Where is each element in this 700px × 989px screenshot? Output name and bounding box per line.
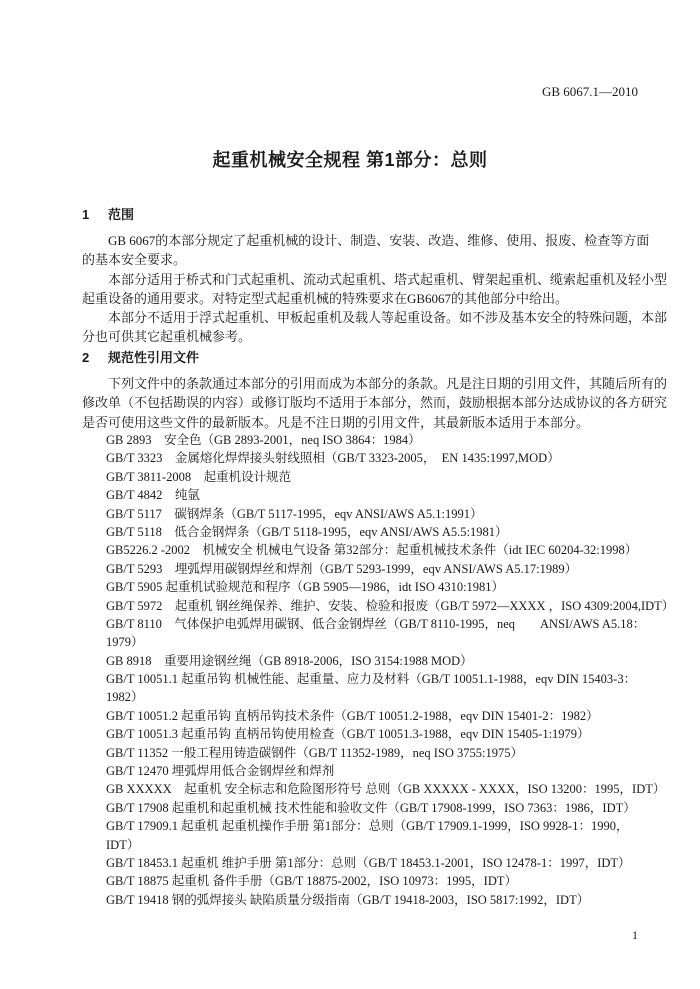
page-number: 1 <box>632 928 638 942</box>
standard-code: GB 6067.1—2010 <box>541 84 638 99</box>
reference-item: GB/T 17909.1 起重机 起重机操作手册 第1部分：总则（GB/T 17909.1-1999，ISO 9928-1：1990， <box>106 819 629 834</box>
reference-item: GB 8918 重要用途钢丝绳（GB 8918-2006，ISO 3154:1988 MOD） <box>106 653 473 668</box>
reference-item: GB/T 10051.1 起重吊钩 机械性能、起重量、应力及材料（GB/T 10051.1-1988，eqv DIN 15403-3： <box>106 672 637 687</box>
reference-item: GB/T 5293 埋弧焊用碳钢焊丝和焊剂（GB/T 5293-1999，eqv ANSI/AWS A5.17:1989） <box>106 561 578 576</box>
reference-item: GB/T 5972 起重机 钢丝绳保养、维护、安装、检验和报废（GB/T 5972—XXXX ，ISO 4309:2004,IDT） <box>106 598 675 613</box>
section-1-body <box>82 231 668 347</box>
section-1-heading <box>82 204 134 223</box>
paragraph-line: 本部分不适用于浮式起重机、甲板起重机及载人等起重设备。如不涉及基本安全的特殊问题，本部 <box>108 310 668 326</box>
reference-item: GB XXXXX 起重机 安全标志和危险图形符号 总则（GB XXXXX - XXXX，ISO 13200：1995，IDT） <box>106 782 666 797</box>
paragraph-line: 本部分适用于桥式和门式起重机、流动式起重机、塔式起重机、臂架起重机、缆索起重机及轻小型 <box>108 271 668 287</box>
reference-item: GB/T 3323 金属熔化焊焊接头射线照相（GB/T 3323-2005， EN 1435:1997,MOD） <box>106 451 560 466</box>
paragraph-line: GB 6067的本部分规定了起重机械的设计、制造、安装、改造、维修、使用、报废、检查等方面 <box>108 233 650 248</box>
reference-item: IDT） <box>106 837 140 852</box>
reference-item: 1982） <box>106 690 144 705</box>
reference-item: GB/T 10051.2 起重吊钩 直柄吊钩技术条件（GB/T 10051.2-1988，eqv DIN 15401-2：1982） <box>106 708 599 723</box>
reference-item: GB/T 18875 起重机 备件手册（GB/T 18875-2002，ISO 10973：1995，IDT） <box>106 874 517 889</box>
reference-item: GB/T 11352 一般工程用铸造碳钢件（GB/T 11352-1989，neq ISO 3755:1975） <box>106 745 524 760</box>
paragraph-line: 分也可供其它起重机械参考。 <box>82 329 252 345</box>
reference-item: GB/T 18453.1 起重机 维护手册 第1部分：总则（GB/T 18453.1-2001，ISO 12478-1：1997，IDT） <box>106 855 631 870</box>
reference-item: GB/T 10051.3 起重吊钩 直柄吊钩使用检查（GB/T 10051.3-1988，eqv DIN 15405-1:1979） <box>106 727 590 742</box>
paragraph-line: 下列文件中的条款通过本部分的引用而成为本部分的条款。凡是注日期的引用文件，其随后所有的 <box>108 376 668 391</box>
paragraph-line: 起重设备的通用要求。对特定型式起重机械的特殊要求在GB6067的其他部分中给出。 <box>82 290 569 306</box>
page-title: 起重机械安全规程 第1部分：总则 <box>212 150 488 170</box>
section-title: 规范性引用文件 <box>108 350 200 365</box>
reference-item: GB5226.2 -2002 机械安全 机械电气设备 第32部分：起重机械技术条件（idt IEC 60204-32:1998） <box>106 543 638 558</box>
paragraph-line: 是否可使用这些文件的最新版本。凡是不注日期的引用文件，其最新版本适用于本部分。 <box>82 414 590 430</box>
reference-item: GB/T 3811-2008 起重机设计规范 <box>106 469 292 484</box>
section-2-heading <box>82 347 199 366</box>
paragraph-line: 的基本安全要求。 <box>82 252 187 268</box>
reference-item: GB/T 8110 气体保护电弧焊用碳钢、低合金钢焊丝（GB/T 8110-1995，neq ANSI/AWS A5.18： <box>106 616 646 631</box>
section-number: 2 <box>82 350 90 365</box>
reference-item: GB/T 17908 起重机和起重机械 技术性能和验收文件（GB/T 17908-1999，ISO 7363：1986，IDT） <box>106 800 636 815</box>
reference-list <box>106 431 675 909</box>
reference-item: GB/T 12470 埋弧焊用低合金钢焊丝和焊剂 <box>106 764 335 779</box>
reference-item: 1979） <box>106 635 144 650</box>
reference-item: GB/T 5905 起重机试验规范和程序（GB 5905—1986，idt ISO 4310:1981） <box>106 580 505 595</box>
section-2-intro <box>82 374 668 432</box>
paragraph-line: 修改单（不包括勘误的内容）或修订版均不适用于本部分，然而，鼓励根据本部分达成协议的各方研究 <box>82 395 668 411</box>
reference-item: GB/T 4842 纯氩 <box>106 488 200 503</box>
reference-item: GB/T 19418 钢的弧焊接头 缺陷质量分级指南（GB/T 19418-2003，ISO 5817:1992，IDT） <box>106 892 590 907</box>
section-number: 1 <box>82 207 90 222</box>
reference-item: GB/T 5118 低合金钢焊条（GB/T 5118-1995，eqv ANSI/AWS A5.5:1981） <box>106 524 508 539</box>
reference-item: GB/T 5117 碳钢焊条（GB/T 5117-1995，eqv ANSI/AWS A5.1:1991） <box>106 506 483 521</box>
section-title: 范围 <box>108 207 135 222</box>
reference-item: GB 2893 安全色（GB 2893-2001，neq ISO 3864：1984） <box>106 433 421 447</box>
